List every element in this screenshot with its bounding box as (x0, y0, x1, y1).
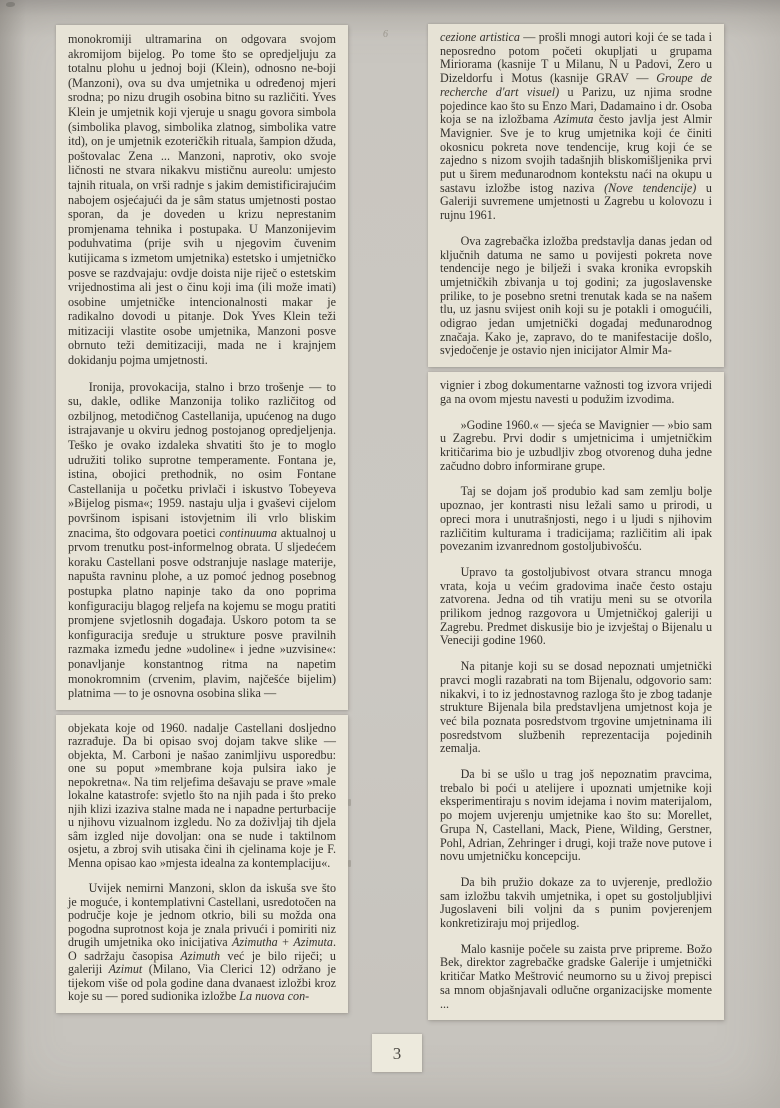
paragraph: Da bi se ušlo u trag još nepoznatim pravcima, trebalo bi poći u atelijere i upoznati umjetnike koji eksperimentiraju s novim idejama i novim materijalom, po mojem uvjerenju umjetnike kao što su: Morellet, Grupa N, Castellani, Mack, Piene, Wilding, Gerstner, Pohl, Adrian, Zehringer i drugi, koji traže nove putove i novu umjetničku koncepciju. (440, 767, 712, 864)
right-text-column (428, 24, 724, 1020)
text-clipping-right-upper (428, 24, 724, 367)
paragraph: Na pitanje koji su se dosad nepoznati umjetnički pravci mogli razabrati na tom Bijenalu, odgovorio sam: nikakvi, i to iz jednostavnog razloga što je zbog tadanje strukture Bijenala bila predstavljena umjetnost koja je već bila poznata posredstvom trgovine umjetninama ili posredstvom službenih reprezentacija pojedinih zemalja. (440, 659, 712, 756)
paragraph: Da bih pružio dokaze za to uvjerenje, predložio sam izložbu takvih umjetnika, i opet su gostoljubljivi Jugoslaveni bili voljni da s punim povjerenjem konkretiziraju moj prijedlog. (440, 874, 712, 931)
paragraph: monokromiji ultramarina on odgovara svojom akromijom bijelog. Po tome što se opredjeljuju za totalnu plohu u jednoj boji (Klein), odnosno ne-boji (Manzoni), ova su dva umjetnika u određenoj mjeri srodna; po nizu drugih osobina bitno su različiti. Yves Klein je umjetnik koji vjeruje u snagu govora simbola (simbolika plavog, simbolika zlatnog, simbolika vatre itd), on je umjetnik ezoteričkih rituala, šampion džuda, poštovalac Zena ... Manzoni, naprotiv, oko svoje ličnosti ne stvara nikakvu mističnu aureolu: umjesto tajnih rituala, on vrši radnje s jakim demistificirajućim nabojem osjećajući da je sâm status umjetnosti postao sporan, da je doveden u krizu neprestanim promjenama tehnika i postupaka. U Manzonijevim poduhvatima (prije svih u njegovim čuvenim kutijicama s izmetom umjetnika) estetsko i umjetničko posve se razdvajaju: ovdje doista nije riječ o estetskim vrijednostima ali jest o činu koji ima (ili može imati) osobine umjetničke intencionalnosti makar je radikalno dovodi u pitanje. Dok Yves Klein teži mitizaciji vlastite osobe umjetnika, Manzoni posve obrnuto teži demitizaciji, mada ne i krajnjem dokidanju pojma umjetnosti. (68, 32, 336, 368)
paragraph: cezione artistica — prošli mnogi autori koji će se tada i neposredno potom početi okupljati u grupama Miriorama (kasnije T u Milanu, N u Padovi, Zero u Dizeldorfu i Motus (kasnije GRAV — Groupe de recherche d'art visuel) u Parizu, uz njima srodne pojedince kao što su Enzo Mari, Dadamaino i dr. Osoba koja se na izložbama Azimuta često javlja jest Almir Mavignier. Sve je to krug umjetnika koji će činiti okosnicu pokreta nove tendencije, krug koji će se zajedno s nizom svojih tadašnjih bliskomišljenika prvi put u širem međunarodnom kontekstu naći na okupu u sastavu izložbe istog naziva (Nove tendencije) u Galeriji suvremene umjetnosti u Zagrebu u kolovozu i rujnu 1961. (440, 30, 712, 223)
paragraph: Uvijek nemirni Manzoni, sklon da iskuša sve što je moguće, i kontemplativni Castellani, usredotočen na područje koje je jednom otkrio, bili su možda ona pogodna suprotnost koja je znala privući i pomiriti niz drugih umjetnika oko inicijativa Azimutha + Azimuta. O sadržaju časopisa Azimuth već je bilo riječi; u galeriji Azimut (Milano, Via Clerici 12) održano je tijekom više od pola godine dana dvanaest izložbi kroz koje su — pored sudionika izložbe La nuova con- (68, 881, 336, 1004)
paragraph: »Godine 1960.« — sjeća se Mavignier — »bio sam u Zagrebu. Prvi dodir s umjetnicima i umjetničkim kritičarima bio je uzbudljiv zbog otvorenog duha jedne začudno dobro informirane grupe. (440, 417, 712, 473)
paragraph: objekata koje od 1960. nadalje Castellani dosljedno razrađuje. Da bi opisao svoj dojam takve slike — objekta, M. Carboni je našao zanimljivu usporedbu: one su poput »membrane koja pulsira iako je nepokretna«. Na tim reljefima dešavaju se prave »male lokalne katastrofe: svjetlo što na njih pada i što preko njih klizi izaziva stalne mada ne i napadne perturbacije u njihovu vizualnom izgledu. No za doživljaj tih djela sâm izgled nije dovoljan: ona se nude i taktilnom osjetu, a zbroj svih utisaka čini ih cjelinama koje je F. Menna opisao kao »mjesta idealna za kontemplaciju«. (68, 720, 336, 870)
page-number-slip (372, 1034, 422, 1072)
text-clipping-left-lower (56, 715, 348, 1013)
paragraph: vignier i zbog dokumentarne važnosti tog izvora vrijedi ga na ovom mjestu navesti u podužim izvodima. (440, 378, 712, 406)
paragraph: Upravo ta gostoljubivost otvara strancu mnoga vrata, koja u većim gradovima inače često ostaju zatvorena. Jedna od tih vratiju meni su se otvorila prilikom jednog razgovora u Umjetničkoj galeriji u Zagrebu. Predmet diskusije bio je izvještaj o Bijenalu u Veneciji godine 1960. (440, 564, 712, 648)
text-clipping-left-upper (56, 25, 348, 710)
page-number: 3 (392, 1043, 402, 1063)
paragraph: Malo kasnije počele su zaista prve pripreme. Božo Bek, direktor zagrebačke gradske Galerije i umjetnički kritičar Matko Meštrović neumorno su u živoj prepisci sa mnom objašnjavali odlučne organizacijske momente ... (440, 941, 712, 1011)
scan-artifact-speck (6, 2, 15, 7)
paragraph: Ova zagrebačka izložba predstavlja danas jedan od ključnih datuma ne samo u povijesti pokreta nove tendencije nego je bilježi i svaka kronika evropskih umjetničkih zbivanja u toj godini; za jugoslavenske prilike, to je posebno sretni trenutak kada se na našem tlu, uz jasnu svijest onih koji su je potakli i omogućili, odigrao jedan umjetnički događaj međunarodnog značaja. Kako je, zapravo, do te manifestacije došlo, svjedočenje je ostavio njen inicijator Almir Ma- (440, 233, 712, 358)
paragraph: Taj se dojam još produbio kad sam zemlju bolje upoznao, jer kontrasti nisu ležali samo u prirodi, u opreci mora i unutrašnjosti, nego i u ljudi s njihovim različitim kulturama i tradicijama; različitim ali ipak povezanim izvanrednom gostoljubivošću. (440, 484, 712, 554)
left-text-column (56, 25, 348, 1013)
margin-tick-mark (348, 799, 351, 806)
text-clipping-right-lower (428, 372, 724, 1020)
handwritten-margin-mark: 6 (383, 29, 388, 40)
paragraph: Ironija, provokacija, stalno i brzo trošenje — to su, dakle, odlike Manzonija toliko različitog od ozbiljnog, metodičnog Castellanija, upućenog na dugo istrajavanje u okviru jednog postojanog opredjeljenja. Teško je ovako izdaleka shvatiti što je to moglo udružiti toliko suprotne temperamente. Fontana je, istina, obojici prethodnik, no osim Fontane Castellanija u početku privlači i iskustvo Tobeyeva »Bijelog pisma«; 1959. nastaju ulja i gvaševi cijelom površinom ispisani istovjetnim ili vrlo bliskim znacima, što odgovara poetici continuuma aktualnoj u prvom trenutku post-informelnog obrata. U sljedećem koraku Castellani posve odstranjuje naslage materije, napušta ravninu plohe, a uz pomoć jednog posebnog postupka platno napinje tako da ono poprima konfiguraciju blagog reljefa na kojemu se mogu pratiti promjene svjetlosnih događaja. Uskoro potom ta se konfiguracija sređuje u strukture posve pravilnih razmaka između jedne »udoline« i jedne »uzvisine«: ponavljanje konstantnog ritma na napetim monokromnim (crvenim, plavim, najčešće bijelim) platnima — to je osnovna osobina slika — (68, 379, 336, 701)
margin-tick-mark (348, 860, 351, 867)
